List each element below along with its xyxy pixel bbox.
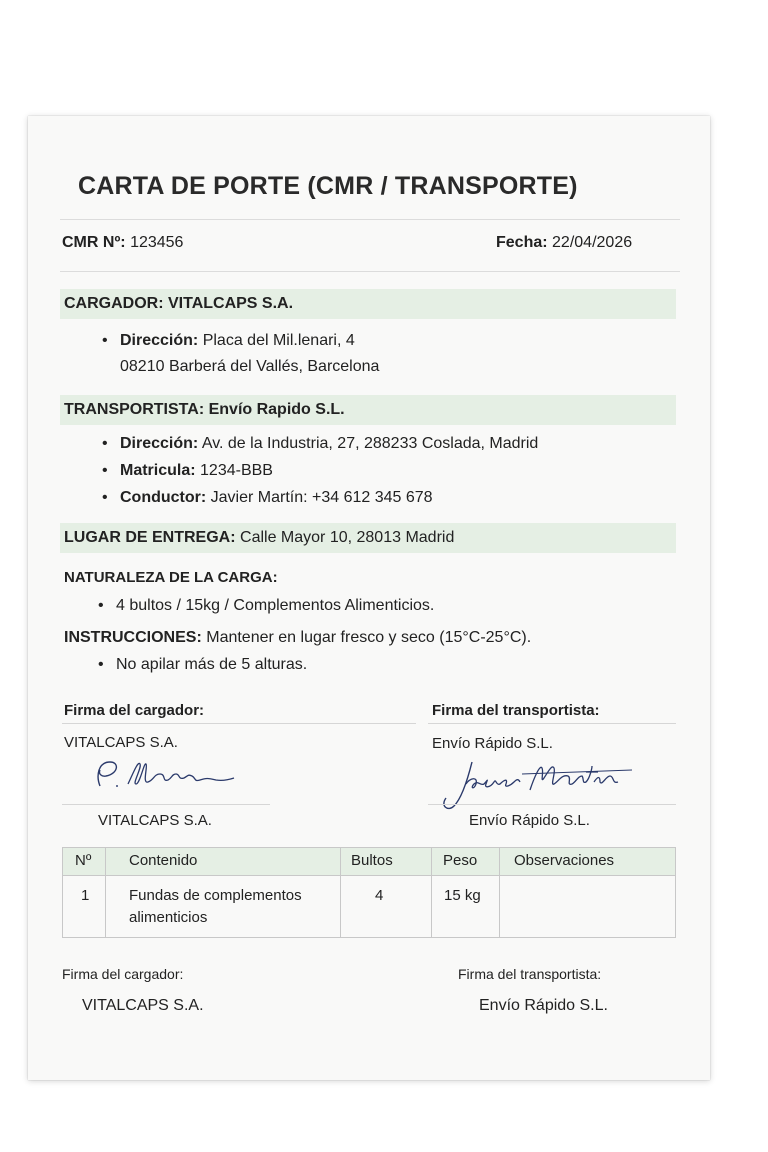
fecha-label: Fecha: [496,234,548,251]
cmr-label: CMR Nº: [62,234,126,251]
goods-table [62,847,676,938]
divider [62,723,416,724]
date-row [496,234,632,252]
cmr-document [28,116,710,1080]
row-n: 1 [81,887,90,904]
cargador-band: CARGADOR: VITALCAPS S.A. [60,289,676,319]
instrucciones-row [64,629,531,647]
firma-transportista-heading: Firma del transportista: [432,702,600,719]
footer-cargador-name: VITALCAPS S.A. [82,997,204,1014]
instrucciones-label: INSTRUCCIONES: [64,629,202,646]
transportista-direccion [120,435,538,453]
column-divider [499,848,500,937]
header-contenido: Contenido [129,852,198,869]
direccion-label: Dirección: [120,435,199,452]
cargador-direccion-line2: 08210 Barberá del Vallés, Barcelona [120,358,380,375]
column-divider [340,848,341,937]
column-divider [431,848,432,937]
carga-item: • 4 bultos / 15kg / Complementos Alimenticios. [116,597,434,615]
divider [428,723,676,724]
column-divider [105,848,106,937]
conductor-value: Javier Martín: +34 612 345 678 [210,489,433,506]
header-bultos: Bultos [351,852,393,869]
header-peso: Peso [443,852,478,869]
header-n: Nº [75,852,92,869]
direccion-label: Dirección: [120,332,199,349]
transportista-matricula [120,462,273,480]
fecha-value: 22/04/2026 [552,234,633,251]
cargador-direccion [120,332,355,350]
entrega-label: LUGAR DE ENTREGA: [64,529,236,546]
transportista-name: Envío Rapido S.L. [208,401,345,418]
document-title: CARTA DE PORTE (CMR / TRANSPORTE) [78,172,578,200]
direccion-line1: Placa del Mil.lenari, 4 [202,332,355,349]
conductor-label: Conductor: [120,489,207,506]
row-bultos: 4 [375,887,384,904]
transportista-company: Envío Rápido S.L. [432,735,553,752]
cargador-under: VITALCAPS S.A. [98,812,212,829]
row-contenido-1: Fundas de complementos [129,887,302,904]
row-peso: 15 kg [444,887,481,904]
instrucciones-value: Mantener en lugar fresco y seco (15°C-25°C). [206,629,532,646]
firma-cargador-heading: Firma del cargador: [64,702,205,719]
footer-firma-cargador: Firma del cargador: [62,966,184,982]
matricula-value: 1234-BBB [200,462,273,479]
entrega-value: Calle Mayor 10, 28013 Madrid [240,529,455,546]
instrucciones-item: • No apilar más de 5 alturas. [116,656,307,674]
matricula-label: Matricula: [120,462,196,479]
signature-line [428,804,676,805]
entrega-band [60,523,676,553]
transportista-under: Envío Rápido S.L. [469,812,590,829]
cmr-number-row [62,234,183,252]
carga-label: NATURALEZA DE LA CARGA: [64,569,278,586]
signature-line [62,804,270,805]
transportista-band [60,395,676,425]
header-observaciones: Observaciones [514,852,615,869]
divider [60,219,680,220]
transportista-conductor [120,489,433,507]
transportista-signature [436,754,636,814]
cargador-signature [88,756,238,796]
transportista-label: TRANSPORTISTA: [64,401,205,418]
direccion-value: Av. de la Industria, 27, 288233 Coslada, Madrid [201,435,539,452]
row-contenido-2: alimenticios [129,909,208,926]
footer-firma-transportista: Firma del transportista: [458,966,602,982]
cargador-company: VITALCAPS S.A. [64,734,178,751]
divider [60,271,680,272]
footer-transportista-name: Envío Rápido S.L. [479,997,608,1014]
cmr-number: 123456 [130,234,184,251]
